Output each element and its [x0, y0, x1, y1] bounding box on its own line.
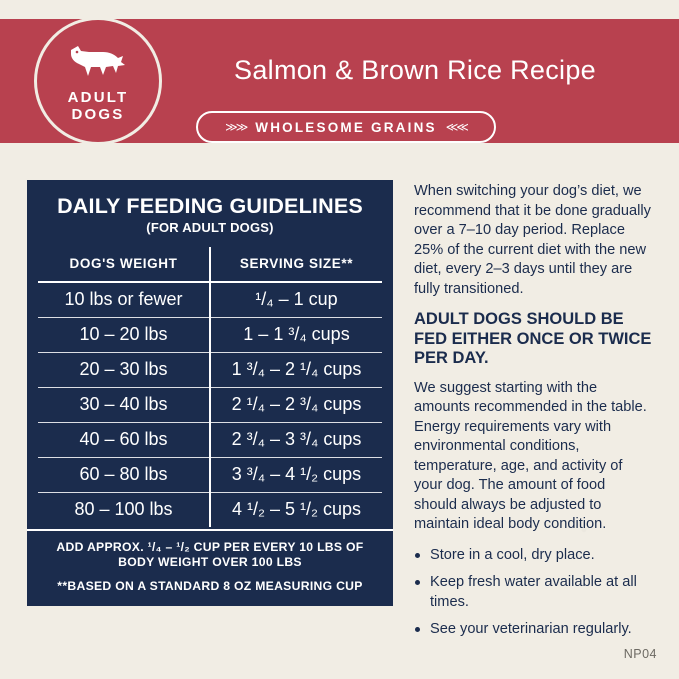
dog-icon	[69, 44, 127, 83]
column-header-weight: DOG'S WEIGHT	[38, 247, 210, 282]
feeding-instructions	[414, 182, 652, 648]
cell-serving: 2 ¹/₄ – 2 ³/₄ cups	[210, 388, 382, 423]
table-row	[38, 388, 382, 423]
cell-serving: 2 ³/₄ – 3 ³/₄ cups	[210, 423, 382, 458]
panel-subtitle: (FOR ADULT DOGS)	[146, 220, 274, 235]
product-code: NP04	[623, 647, 657, 661]
cell-weight: 10 – 20 lbs	[38, 318, 210, 353]
cell-serving: 1 ³/₄ – 2 ¹/₄ cups	[210, 353, 382, 388]
feeding-table	[38, 247, 382, 527]
cell-serving: ¹/₄ – 1 cup	[210, 282, 382, 318]
cell-weight: 30 – 40 lbs	[38, 388, 210, 423]
panel-footnote-2: **BASED ON A STANDARD 8 OZ MEASURING CUP	[57, 579, 363, 593]
cell-weight: 40 – 60 lbs	[38, 423, 210, 458]
feeding-frequency-statement: ADULT DOGS SHOULD BE FED EITHER ONCE OR TWICE PER DAY.	[414, 310, 652, 367]
badge-line-1: ADULT	[67, 88, 129, 106]
list-item: Keep fresh water available at all times.	[414, 573, 652, 612]
column-header-serving: SERVING SIZE**	[210, 247, 382, 282]
table-header-row	[38, 247, 382, 282]
cell-serving: 1 – 1 ³/₄ cups	[210, 318, 382, 353]
panel-footnote-1: ADD APPROX. ¹/₄ – ¹/₂ CUP PER EVERY 10 LBS OF BODY WEIGHT OVER 100 LBS	[27, 529, 393, 575]
transition-paragraph: When switching your dog’s diet, we recommend that it be done gradually over a 7–10 day period. Replace 25% of the current diet with the new diet, every 2–3 days until they are fully transitioned.	[414, 183, 651, 297]
care-tips-list	[414, 546, 652, 640]
panel-title: DAILY FEEDING GUIDELINES	[57, 194, 363, 218]
table-row	[38, 353, 382, 388]
chevron-right-icon: ≪≪	[445, 120, 467, 134]
table-row	[38, 318, 382, 353]
cell-weight: 80 – 100 lbs	[38, 493, 210, 528]
adult-dogs-badge	[34, 17, 162, 145]
list-item: Store in a cool, dry place.	[414, 546, 652, 566]
feeding-guidelines-panel	[27, 180, 393, 606]
badge-line-2: DOGS	[71, 105, 125, 123]
table-row	[38, 493, 382, 528]
amounts-paragraph: We suggest starting with the amounts recommended in the table. Energy requirements vary with environmental conditions, temperature, age, and activity of your dog. The amount of food should always be adjusted to maintain ideal body condition.	[414, 379, 647, 532]
cell-weight: 10 lbs or fewer	[38, 282, 210, 318]
cell-serving: 4 ¹/₂ – 5 ¹/₂ cups	[231, 499, 362, 519]
list-item: See your veterinarian regularly.	[414, 620, 652, 640]
chevron-left-icon: ≫≫	[225, 120, 247, 134]
page-title: Salmon & Brown Rice Recipe	[234, 55, 596, 85]
cell-weight: 20 – 30 lbs	[38, 353, 210, 388]
table-row	[38, 458, 382, 493]
cell-serving: 3 ³/₄ – 4 ¹/₂ cups	[210, 458, 382, 493]
wholesome-grains-ribbon	[196, 111, 496, 143]
table-row	[38, 423, 382, 458]
ribbon-label: WHOLESOME GRAINS	[255, 119, 437, 135]
cell-weight: 60 – 80 lbs	[38, 458, 210, 493]
table-row	[38, 282, 382, 318]
